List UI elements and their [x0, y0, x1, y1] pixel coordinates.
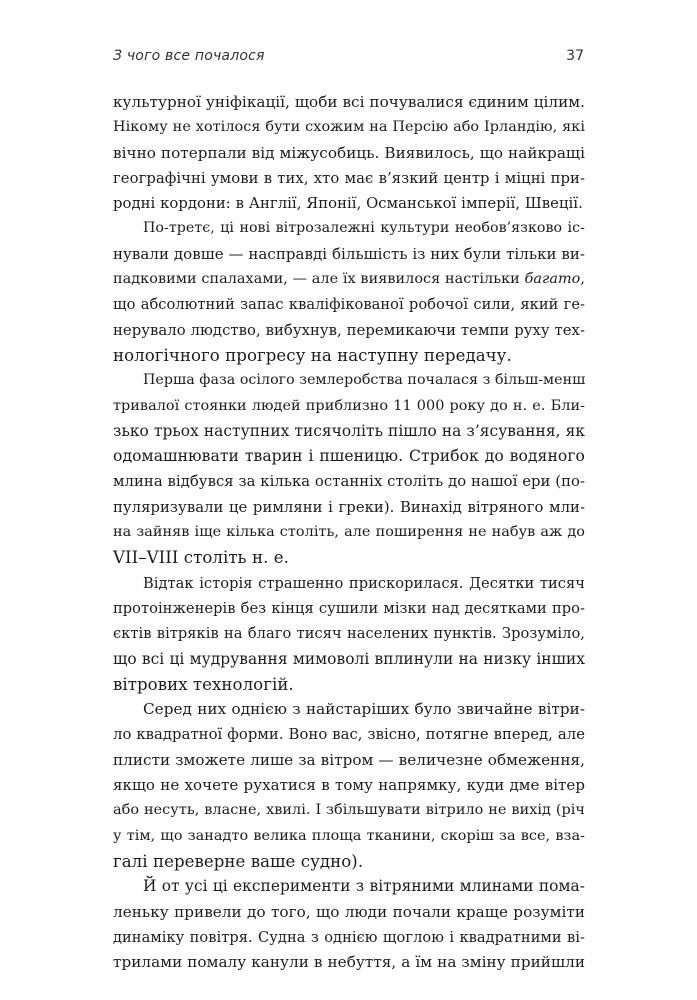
emphasis-word: багато	[524, 271, 581, 288]
paragraph-1	[113, 90, 585, 216]
paragraph-5	[113, 697, 585, 874]
text-line: що всі ці мудрування мимоволі вплинули на низку інших	[113, 649, 585, 668]
text-line: географічні умови в тих, хто має в’язкий центр і міцні при-	[113, 169, 585, 187]
text-line: нували довше — насправді більшість із них були тільки ви-	[113, 244, 586, 263]
text-line: на зайняв іще кілька століть, але поширення не набув аж до	[113, 524, 585, 541]
paragraph-4	[113, 571, 585, 697]
text-line: Перша фаза осілого землеробства почалася з більш-менш	[143, 372, 586, 389]
text-line: По-третє, ці нові вітрозалежні культури необов’язково іс-	[143, 220, 585, 237]
running-head-title: З чого все почалося	[113, 48, 265, 64]
text-line: що абсолютний запас кваліфікованої робочої сили, який ге-	[113, 296, 585, 314]
text-line: єктів вітряків на благо тисяч населених пунктів. Зрозуміло,	[113, 625, 585, 643]
text-line: нерувало людство, вибухнув, перемикаючи темпи руху тех-	[113, 321, 585, 339]
text-line: пуляризували це римляни і греки). Винахід вітряного мли-	[113, 498, 585, 516]
text-line: плисти зможете лише за вітром — величезне обмеження,	[113, 750, 585, 769]
text-line: одомашнювати тварин і пшеницю. Стрибок до водяного	[113, 447, 585, 466]
text-line: нологічного прогресу на наступну передачу.	[113, 345, 512, 365]
text-line: вічно потерпали від міжусобиць. Виявилось, що найкращі	[113, 143, 585, 162]
text-line: родні кордони: в Англії, Японії, Османської імперії, Швеції.	[113, 195, 583, 213]
text-line: або несуть, власне, хвилі. І збільшувати вітрило не вихід (річ	[113, 802, 585, 819]
text-line: культурної уніфікації, щоби всі почувалися єдиним цілим.	[113, 93, 586, 111]
text-line: якщо не хочете рухатися в тому напрямку, куди дме вітер	[113, 776, 585, 795]
text-line-start: падковими спалахами, — але їх виявилося настільки	[113, 271, 525, 288]
text-line: вітрових технологій.	[113, 674, 294, 694]
text-line: Нікому не хотілося бути схожим на Персію або Ірландію, які	[113, 119, 585, 136]
text-line: галі переверне ваше судно).	[113, 851, 364, 871]
text-line	[113, 267, 585, 292]
body-text	[113, 90, 585, 975]
text-line: Серед них однією з найстаріших було звичайне вітри-	[143, 700, 585, 719]
paragraph-3	[113, 368, 585, 570]
text-line: Відтак історія страшенно прискорилася. Десятки тисяч	[143, 574, 585, 592]
paragraph-2	[113, 216, 585, 368]
text-line: леньку привели до того, що люди почали краще розуміти	[113, 902, 585, 921]
text-line: протоінженерів без кінця сушили мізки над десятками про-	[113, 599, 585, 617]
text-line: тривалої стоянки людей приблизно 11 000 року до н. е. Бли-	[113, 397, 585, 414]
text-line-end: ,	[580, 271, 585, 288]
text-line: трилами помалу канули в небуття, а їм на зміну прийшли	[113, 953, 585, 972]
text-line: ло квадратної форми. Воно вас, звісно, потягне вперед, але	[113, 726, 585, 744]
text-line: VII–VIII століть н. е.	[113, 548, 289, 568]
page-number: 37	[566, 48, 584, 64]
text-line: млина відбувся за кілька останніх століть до нашої ери (по-	[113, 473, 585, 491]
text-line: у тім, що занадто велика площа тканини, скоріш за все, вза-	[113, 827, 585, 844]
text-line: зько трьох наступних тисячоліть пішло на з’ясування, як	[113, 421, 585, 440]
text-line: динаміку повітря. Судна з однією щоглою і квадратними ві-	[113, 928, 585, 946]
paragraph-6	[113, 874, 585, 975]
text-line: Й от усі ці експерименти з вітряними млинами пома-	[143, 877, 585, 896]
